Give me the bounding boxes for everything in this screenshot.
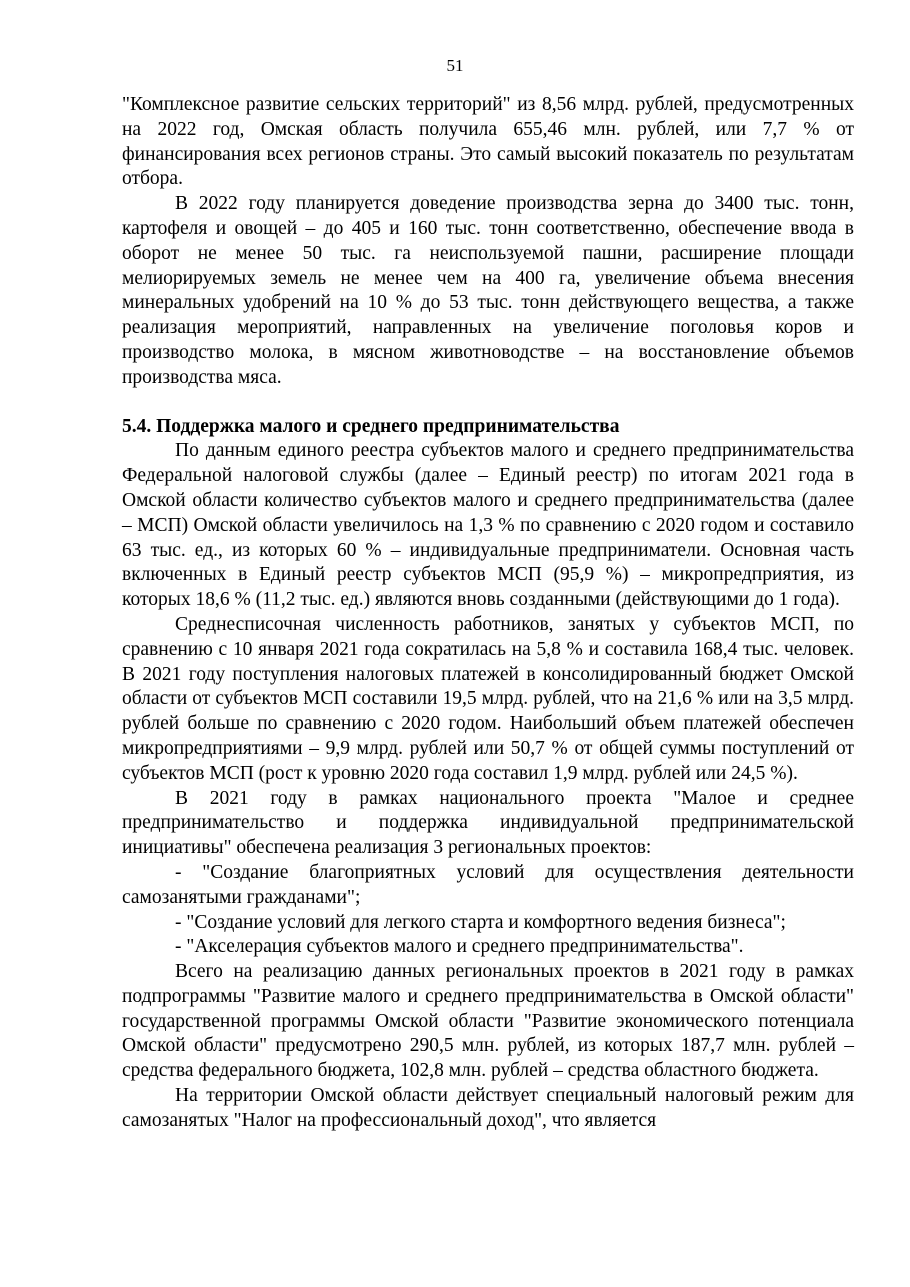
paragraph-employment: Среднесписочная численность работников, занятых у субъектов МСП, по сравнению с 10 января 2021 года сократилась на 5,8 % и составила 168,4 тыс. человек. В 2021 году поступления налоговых платежей в консолидированный бюджет Омской области от субъектов МСП составили 19,5 млрд. рублей, что на 21,6 % или на 3,5 млрд. рублей больше по сравнению с 2020 годом. Наибольший объем платежей обеспечен микропредприятиями – 9,9 млрд. рублей или 50,7 % от общей суммы поступлений от субъектов МСП (рост к уровню 2020 года составил 1,9 млрд. рублей или 24,5 %). bbox=[122, 613, 854, 784]
section-heading: 5.4. Поддержка малого и среднего предпринимательства bbox=[122, 415, 620, 437]
page-number: 51 bbox=[446, 56, 464, 75]
list-item: - "Создание благоприятных условий для осуществления деятельности самозанятыми гражданами"; bbox=[122, 861, 854, 908]
paragraph-registry: По данным единого реестра субъектов малого и среднего предпринимательства Федеральной налоговой службы (далее – Единый реестр) по итогам 2021 года в Омской области количество субъектов малого и среднего предпринимательства (далее – МСП) Омской области увеличилось на 1,3 % по сравнению с 2020 годом и составило 63 тыс. ед., из которых 60 % – индивидуальные предприниматели. Основная часть включенных в Единый реестр субъектов МСП (95,9 %) – микропредприятия, из которых 18,6 % (11,2 тыс. ед.) являются вновь созданными (действующими до 1 года). bbox=[122, 440, 854, 611]
list-item: - "Акселерация субъектов малого и среднего предпринимательства". bbox=[175, 936, 744, 958]
paragraph-continuation: "Комплексное развитие сельских территорий" из 8,56 млрд. рублей, предусмотренных на 2022 год, Омская область получила 655,46 млн. рублей, или 7,7 % от финансирования всех регионов страны. Это самый высокий показатель по результатам отбора. bbox=[122, 94, 854, 190]
paragraph-grain-plan: В 2022 году планируется доведение производства зерна до 3400 тыс. тонн, картофеля и овощей – до 405 и 160 тыс. тонн соответственно, обеспечение ввода в оборот не менее 50 тыс. га неиспользуемой пашни, расширение площади мелиорируемых земель не менее чем на 400 га, увеличение объема внесения минеральных удобрений на 10 % до 53 тыс. тонн действующего вещества, а также реализация мероприятий, направленных на увеличение поголовья коров и производство молока, в мясном животноводстве – на восстановление объемов производства мяса. bbox=[122, 193, 854, 388]
list-item: - "Создание условий для легкого старта и комфортного ведения бизнеса"; bbox=[175, 911, 786, 933]
paragraph-self-employed: На территории Омской области действует специальный налоговый режим для самозанятых "Налог на профессиональный доход", что является bbox=[122, 1085, 854, 1131]
document-body bbox=[122, 93, 854, 1134]
paragraph-funding: Всего на реализацию данных региональных проектов в 2021 году в рамках подпрограммы "Развитие малого и среднего предпринимательства в Омской области" государственной программы Омской области "Развитие экономического потенциала Омской области" предусмотрено 290,5 млн. рублей, из которых 187,7 млн. рублей – средства федерального бюджета, 102,8 млн. рублей – средства областного бюджета. bbox=[122, 961, 854, 1082]
paragraph-national-project: В 2021 году в рамках национального проекта "Малое и среднее предпринимательство и поддержка индивидуальной предпринимательской инициативы" обеспечена реализация 3 региональных проектов: bbox=[122, 787, 854, 859]
